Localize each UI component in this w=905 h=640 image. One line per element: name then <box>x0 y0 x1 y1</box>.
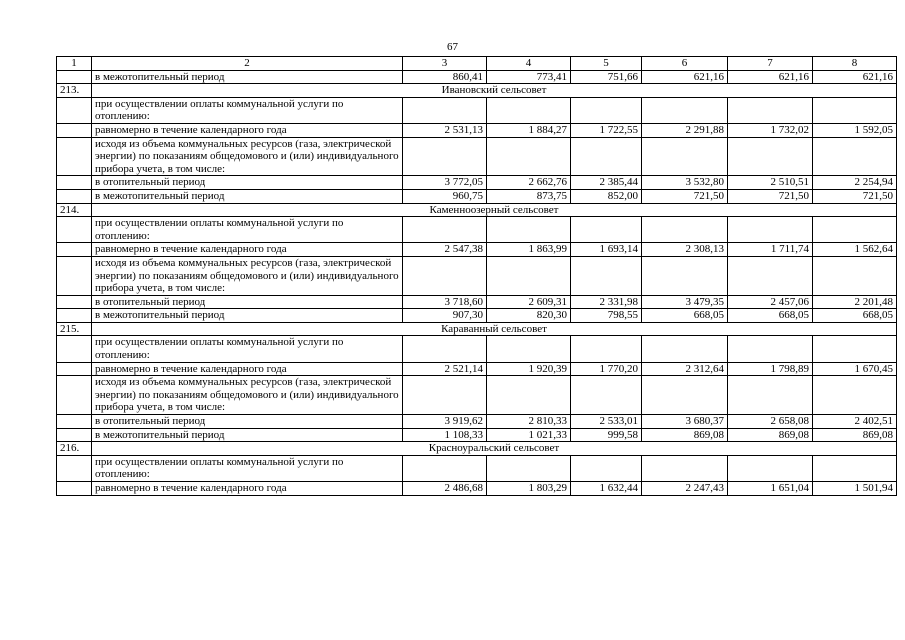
section-title: Ивановский сельсовет <box>92 84 897 98</box>
value-cell: 621,16 <box>813 70 897 84</box>
value-cell: 2 312,64 <box>642 362 728 376</box>
value-cell: 1 711,74 <box>728 243 813 257</box>
value-cell <box>728 256 813 295</box>
value-cell: 2 533,01 <box>571 415 642 429</box>
section-number: 213. <box>57 84 92 98</box>
row-description: при осуществлении оплаты коммунальной услуги по отоплению: <box>92 97 403 123</box>
section-number: 216. <box>57 442 92 456</box>
number-cell <box>57 428 92 442</box>
value-cell: 860,41 <box>403 70 487 84</box>
number-cell <box>57 243 92 257</box>
value-cell: 2 547,38 <box>403 243 487 257</box>
value-cell: 960,75 <box>403 189 487 203</box>
value-cell: 621,16 <box>728 70 813 84</box>
value-cell <box>642 376 728 415</box>
value-cell: 1 722,55 <box>571 123 642 137</box>
value-cell: 2 810,33 <box>487 415 571 429</box>
number-cell <box>57 189 92 203</box>
table-row <box>57 376 897 415</box>
number-cell <box>57 415 92 429</box>
value-cell: 2 662,76 <box>487 176 571 190</box>
value-cell <box>571 97 642 123</box>
row-label: в отопительный период <box>92 176 403 190</box>
value-cell: 1 501,94 <box>813 482 897 496</box>
value-cell: 2 402,51 <box>813 415 897 429</box>
value-cell <box>571 336 642 362</box>
value-cell <box>487 455 571 481</box>
number-cell <box>57 123 92 137</box>
row-label: равномерно в течение календарного года <box>92 482 403 496</box>
value-cell: 621,16 <box>642 70 728 84</box>
value-cell <box>571 256 642 295</box>
section-title: Караванный сельсовет <box>92 322 897 336</box>
number-cell <box>57 70 92 84</box>
section-number: 214. <box>57 203 92 217</box>
number-cell <box>57 455 92 481</box>
value-cell <box>813 376 897 415</box>
table-row <box>57 428 897 442</box>
row-description: исходя из объема коммунальных ресурсов (газа, электрической энергии) по показаниям общедомового и (или) индивидуального прибора учета, в том числе: <box>92 256 403 295</box>
number-cell <box>57 336 92 362</box>
value-cell: 1 562,64 <box>813 243 897 257</box>
value-cell: 2 531,13 <box>403 123 487 137</box>
row-label: в отопительный период <box>92 295 403 309</box>
value-cell: 751,66 <box>571 70 642 84</box>
value-cell <box>728 97 813 123</box>
value-cell: 2 385,44 <box>571 176 642 190</box>
value-cell <box>642 137 728 176</box>
value-cell: 3 532,80 <box>642 176 728 190</box>
value-cell <box>571 455 642 481</box>
row-label: равномерно в течение календарного года <box>92 362 403 376</box>
value-cell <box>487 97 571 123</box>
section-title: Красноуральский сельсовет <box>92 442 897 456</box>
value-cell <box>571 376 642 415</box>
value-cell: 1 592,05 <box>813 123 897 137</box>
section-header-row <box>57 442 897 456</box>
table-row <box>57 482 897 496</box>
value-cell <box>487 217 571 243</box>
header-cell: 3 <box>403 57 487 71</box>
value-cell: 1 884,27 <box>487 123 571 137</box>
value-cell <box>728 376 813 415</box>
value-cell <box>403 455 487 481</box>
table-row <box>57 70 897 84</box>
table-row <box>57 336 897 362</box>
row-label: в межотопительный период <box>92 428 403 442</box>
table-row <box>57 243 897 257</box>
value-cell <box>813 455 897 481</box>
section-header-row <box>57 84 897 98</box>
value-cell <box>642 217 728 243</box>
number-cell <box>57 97 92 123</box>
row-description: при осуществлении оплаты коммунальной услуги по отоплению: <box>92 217 403 243</box>
value-cell: 1 803,29 <box>487 482 571 496</box>
number-cell <box>57 482 92 496</box>
value-cell <box>728 217 813 243</box>
header-cell: 4 <box>487 57 571 71</box>
table-row <box>57 362 897 376</box>
value-cell <box>403 256 487 295</box>
value-cell: 1 632,44 <box>571 482 642 496</box>
number-cell <box>57 217 92 243</box>
section-header-row <box>57 203 897 217</box>
page-number: 67 <box>447 41 458 53</box>
value-cell: 773,41 <box>487 70 571 84</box>
header-cell: 6 <box>642 57 728 71</box>
table-row <box>57 189 897 203</box>
value-cell: 1 651,04 <box>728 482 813 496</box>
number-cell <box>57 362 92 376</box>
value-cell <box>642 455 728 481</box>
value-cell: 668,05 <box>642 309 728 323</box>
value-cell: 873,75 <box>487 189 571 203</box>
value-cell: 2 658,08 <box>728 415 813 429</box>
value-cell <box>403 217 487 243</box>
value-cell <box>642 336 728 362</box>
row-description: исходя из объема коммунальных ресурсов (газа, электрической энергии) по показаниям общедомового и (или) индивидуального прибора учета, в том числе: <box>92 376 403 415</box>
number-cell <box>57 256 92 295</box>
row-label: равномерно в течение календарного года <box>92 243 403 257</box>
value-cell: 2 254,94 <box>813 176 897 190</box>
value-cell: 2 609,31 <box>487 295 571 309</box>
value-cell: 2 308,13 <box>642 243 728 257</box>
value-cell: 721,50 <box>642 189 728 203</box>
table-row <box>57 137 897 176</box>
value-cell <box>642 256 728 295</box>
value-cell <box>487 336 571 362</box>
value-cell: 869,08 <box>813 428 897 442</box>
section-number: 215. <box>57 322 92 336</box>
value-cell: 3 772,05 <box>403 176 487 190</box>
value-cell: 1 021,33 <box>487 428 571 442</box>
value-cell <box>571 137 642 176</box>
value-cell <box>403 97 487 123</box>
value-cell <box>813 336 897 362</box>
table-row <box>57 176 897 190</box>
value-cell: 668,05 <box>728 309 813 323</box>
value-cell: 869,08 <box>642 428 728 442</box>
tariff-table <box>56 56 897 496</box>
value-cell <box>487 137 571 176</box>
table-row <box>57 295 897 309</box>
value-cell <box>813 217 897 243</box>
value-cell: 820,30 <box>487 309 571 323</box>
row-description: при осуществлении оплаты коммунальной услуги по отоплению: <box>92 336 403 362</box>
value-cell <box>813 137 897 176</box>
table-row <box>57 415 897 429</box>
value-cell: 721,50 <box>813 189 897 203</box>
header-cell: 7 <box>728 57 813 71</box>
header-cell: 8 <box>813 57 897 71</box>
row-label: в межотопительный период <box>92 189 403 203</box>
row-label: в отопительный период <box>92 415 403 429</box>
value-cell: 2 486,68 <box>403 482 487 496</box>
number-cell <box>57 137 92 176</box>
value-cell: 3 479,35 <box>642 295 728 309</box>
value-cell: 721,50 <box>728 189 813 203</box>
value-cell: 2 291,88 <box>642 123 728 137</box>
value-cell <box>728 336 813 362</box>
value-cell: 3 919,62 <box>403 415 487 429</box>
value-cell <box>813 97 897 123</box>
table-row <box>57 256 897 295</box>
value-cell: 2 201,48 <box>813 295 897 309</box>
value-cell: 798,55 <box>571 309 642 323</box>
header-cell: 2 <box>92 57 403 71</box>
value-cell: 1 693,14 <box>571 243 642 257</box>
table-row <box>57 123 897 137</box>
value-cell: 3 718,60 <box>403 295 487 309</box>
header-cell: 5 <box>571 57 642 71</box>
section-header-row <box>57 322 897 336</box>
value-cell: 1 863,99 <box>487 243 571 257</box>
value-cell: 852,00 <box>571 189 642 203</box>
value-cell <box>487 376 571 415</box>
value-cell: 3 680,37 <box>642 415 728 429</box>
value-cell: 2 521,14 <box>403 362 487 376</box>
value-cell: 1 770,20 <box>571 362 642 376</box>
row-description: при осуществлении оплаты коммунальной услуги по отоплению: <box>92 455 403 481</box>
value-cell: 1 670,45 <box>813 362 897 376</box>
value-cell: 999,58 <box>571 428 642 442</box>
value-cell: 869,08 <box>728 428 813 442</box>
number-cell <box>57 309 92 323</box>
value-cell: 907,30 <box>403 309 487 323</box>
value-cell: 668,05 <box>813 309 897 323</box>
table-row <box>57 455 897 481</box>
row-label: в межотопительный период <box>92 309 403 323</box>
value-cell <box>728 137 813 176</box>
header-row <box>57 57 897 71</box>
value-cell <box>813 256 897 295</box>
value-cell: 1 920,39 <box>487 362 571 376</box>
value-cell <box>403 376 487 415</box>
section-title: Каменноозерный сельсовет <box>92 203 897 217</box>
row-label: в межотопительный период <box>92 70 403 84</box>
table-row <box>57 97 897 123</box>
value-cell: 1 732,02 <box>728 123 813 137</box>
table-row <box>57 217 897 243</box>
value-cell <box>728 455 813 481</box>
value-cell: 1 108,33 <box>403 428 487 442</box>
number-cell <box>57 295 92 309</box>
value-cell: 2 247,43 <box>642 482 728 496</box>
value-cell <box>571 217 642 243</box>
row-description: исходя из объема коммунальных ресурсов (газа, электрической энергии) по показаниям общедомового и (или) индивидуального прибора учета, в том числе: <box>92 137 403 176</box>
number-cell <box>57 176 92 190</box>
value-cell <box>642 97 728 123</box>
value-cell <box>487 256 571 295</box>
value-cell: 2 510,51 <box>728 176 813 190</box>
table-row <box>57 309 897 323</box>
header-cell: 1 <box>57 57 92 71</box>
value-cell: 2 331,98 <box>571 295 642 309</box>
value-cell <box>403 137 487 176</box>
value-cell: 2 457,06 <box>728 295 813 309</box>
value-cell <box>403 336 487 362</box>
row-label: равномерно в течение календарного года <box>92 123 403 137</box>
value-cell: 1 798,89 <box>728 362 813 376</box>
number-cell <box>57 376 92 415</box>
